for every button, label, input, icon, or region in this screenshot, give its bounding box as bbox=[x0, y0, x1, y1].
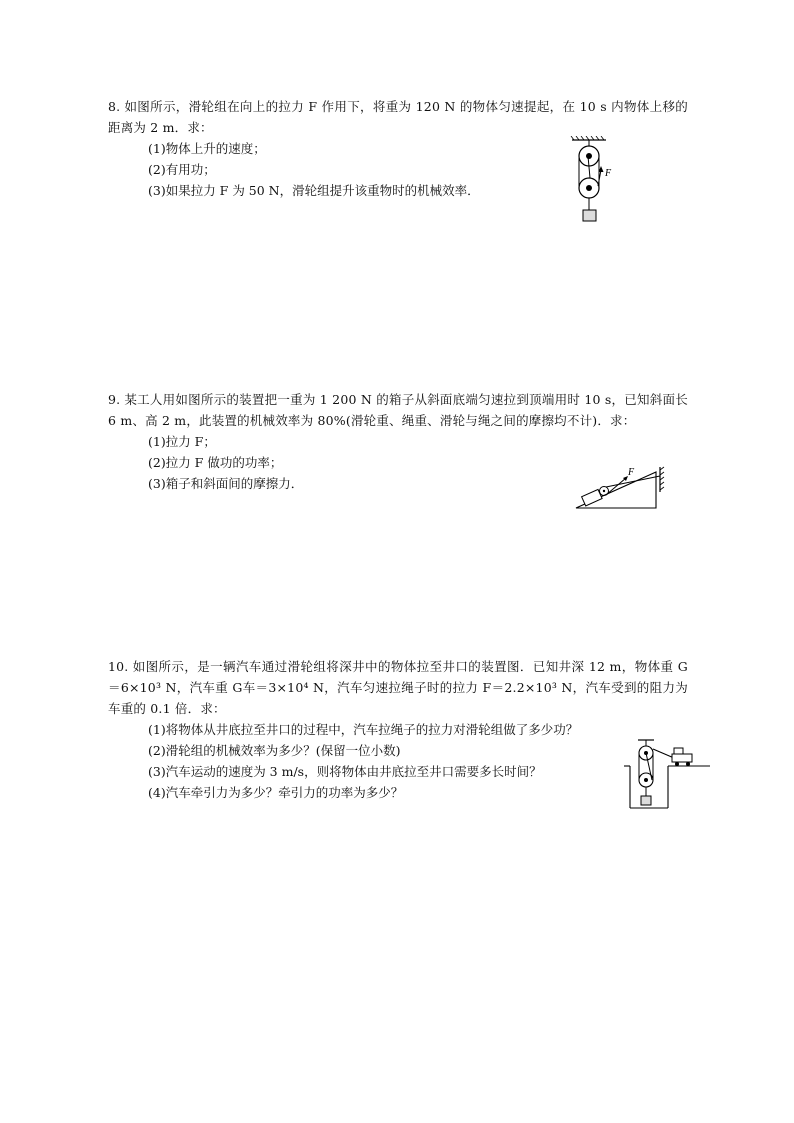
force-label: F bbox=[628, 467, 635, 478]
problem-text: 如图所示，滑轮组在向上的拉力 F 作用下，将重为 120 N 的物体匀速提起，在 10 s 内物体上移的距离为 2 m．求： bbox=[108, 99, 688, 135]
problem-number: 10. bbox=[108, 659, 129, 674]
problem-10-questions bbox=[108, 719, 688, 803]
problem-text: 如图所示，是一辆汽车通过滑轮组将深井中的物体拉至井口的装置图．已知井深 12 m，物体重 G＝6×10³ N，汽车重 G车＝3×10⁴ N，汽车匀速拉绳子时的拉力 F＝2.2×10³ N，汽车受到的阻力为车重的 0.1 倍．求： bbox=[108, 659, 688, 716]
sub-question: (2)滑轮组的机械效率为多少？(保留一位小数) bbox=[148, 743, 401, 758]
well-pulley-figure bbox=[624, 736, 712, 810]
sub-question: (3)汽车运动的速度为 3 m/s，则将物体由井底拉至井口需要多长时间？ bbox=[148, 764, 542, 779]
sub-question: (3)箱子和斜面间的摩擦力． bbox=[148, 476, 304, 491]
problem-8-stem bbox=[108, 96, 688, 138]
force-label: F bbox=[605, 168, 612, 179]
problem-10-stem bbox=[108, 656, 688, 719]
problem-text: 某工人用如图所示的装置把一重为 1 200 N 的箱子从斜面底端匀速拉到顶端用时 10 s，已知斜面长 6 m、高 2 m，此装置的机械效率为 80%(滑轮重、绳重、滑轮与绳之间的摩擦均不计)．求： bbox=[108, 392, 688, 428]
sub-question: (1)拉力 F； bbox=[148, 434, 216, 449]
sub-question: (1)将物体从井底拉至井口的过程中，汽车拉绳子的拉力对滑轮组做了多少功？ bbox=[148, 722, 579, 737]
pulley-system-figure bbox=[566, 136, 622, 228]
sub-question: (3)如果拉力 F 为 50 N，滑轮组提升该重物时的机械效率． bbox=[148, 183, 480, 198]
inclined-plane-figure bbox=[572, 464, 670, 512]
sub-question: (4)汽车牵引力为多少？牵引力的功率为多少？ bbox=[148, 785, 404, 800]
sub-question: (2)拉力 F 做功的功率； bbox=[148, 455, 283, 470]
problem-9-stem bbox=[108, 389, 688, 431]
sub-question: (1)物体上升的速度； bbox=[148, 141, 266, 156]
sub-question: (2)有用功； bbox=[148, 162, 216, 177]
problem-number: 9. bbox=[108, 392, 121, 407]
problem-number: 8. bbox=[108, 99, 121, 114]
problem-10 bbox=[108, 656, 688, 803]
